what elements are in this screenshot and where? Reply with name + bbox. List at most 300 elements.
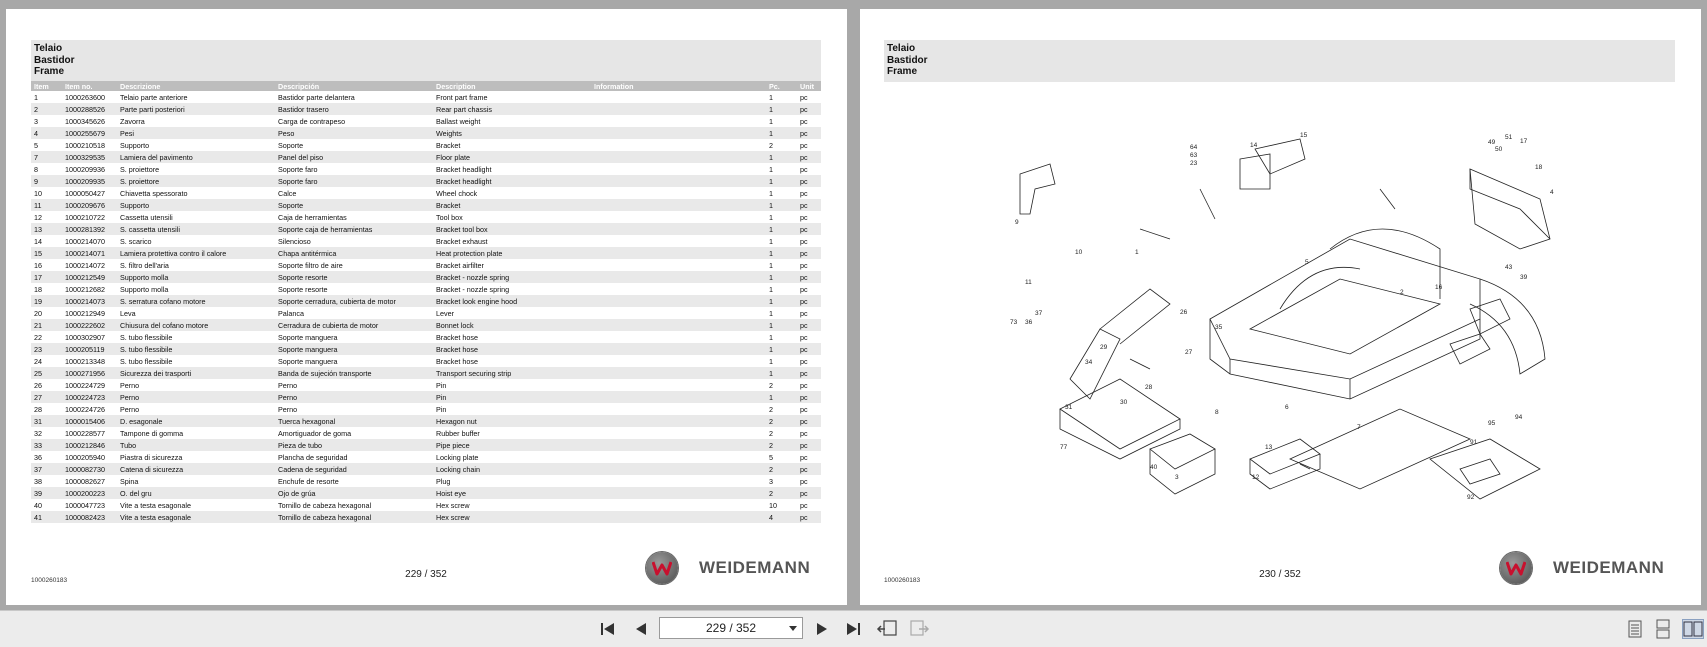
diagram-label: 15 [1300,132,1308,139]
logo-wordmark: WEIDEMANN [699,558,811,577]
cell-descrizione: Supporto molla [120,284,169,294]
cell-item-no: 1000302907 [65,332,105,342]
cell-pc: 1 [769,284,773,294]
cell-unit: pc [797,127,821,139]
cell-item: 28 [34,404,42,414]
cell-item: 32 [34,428,42,438]
diagram-label: 43 [1505,264,1513,271]
diagram-label: 26 [1180,309,1188,316]
cell-unit: pc [800,212,808,222]
next-page-button[interactable] [812,619,832,639]
right-page [860,9,1701,605]
cell-item: 41 [31,511,62,523]
cell-description: Bracket tool box [433,223,591,235]
cell-pc: 1 [766,127,797,139]
cell-item: 18 [34,284,42,294]
cell-item-no: 1000205119 [62,343,117,355]
diagram-label: 77 [1060,444,1068,451]
cell-item-no: 1000263600 [65,92,105,102]
cell-descrizione: Perno [120,404,140,414]
cell-descripcion: Tuerca hexagonal [275,415,433,427]
diagram-label: 64 [1190,144,1198,151]
cell-pc: 1 [766,103,797,115]
cell-pc: 1 [766,247,797,259]
cell-unit: pc [800,116,808,126]
cell-unit: pc [797,319,821,331]
table-row [31,151,821,163]
cell-item-no: 1000224729 [65,380,105,390]
cell-item-no: 1000288526 [62,103,117,115]
title-line-en: Frame [887,66,918,77]
cell-descripcion: Soporte faro [275,175,433,187]
diagram-label: 3 [1175,474,1179,481]
cell-item-no: 1000345626 [65,116,105,126]
diagram-label: 11 [1025,279,1032,286]
cell-descrizione: S. tubo flessibile [117,343,275,355]
cell-item-no: 1000210518 [65,140,105,150]
cell-descripcion: Palanca [278,308,304,318]
cell-item: 12 [34,212,42,222]
cell-pc: 2 [766,439,797,451]
table-row [31,439,821,451]
previous-page-icon [631,619,651,639]
cell-descrizione: S. proiettore [120,164,160,174]
cell-information [591,211,766,223]
logo-wordmark: WEIDEMANN [1553,558,1665,577]
cell-information [591,379,766,391]
cell-item: 39 [31,487,62,499]
cell-unit: pc [800,92,808,102]
cell-description: Pin [436,404,447,414]
diagram-label: 92 [1467,494,1475,501]
cell-unit: pc [797,103,821,115]
diagram-label: 91 [1470,439,1478,446]
cell-description: Hoist eye [433,487,591,499]
cell-item-no: 1000209936 [65,164,105,174]
cell-pc: 2 [769,428,773,438]
diagram-label: 34 [1085,359,1093,366]
cell-information [591,475,766,487]
cell-pc: 1 [766,391,797,403]
cell-information [591,415,766,427]
cell-information [591,307,766,319]
title-line-it: Telaio [887,43,916,54]
table-row [31,391,821,403]
cell-unit: pc [800,500,808,510]
cell-description: Bracket headlight [433,175,591,187]
continuous-view-button[interactable] [1654,619,1674,639]
cell-information [591,271,766,283]
cell-unit: pc [800,284,808,294]
cell-item: 25 [31,367,62,379]
cell-item-no: 1000255679 [62,127,117,139]
diagram-label: 12 [1252,474,1260,481]
table-row [31,199,821,211]
diagram-label: 27 [1185,349,1193,356]
col-descripcion-header: Descripción [275,81,433,91]
cell-descrizione: Chiusura del cofano motore [117,319,275,331]
first-page-button[interactable] [598,619,618,639]
single-page-view-button[interactable] [1626,619,1646,639]
go-forward-button[interactable] [909,619,929,639]
cell-description: Bracket look engine hood [433,295,591,307]
cell-item: 26 [34,380,42,390]
cell-information [591,439,766,451]
cell-descrizione: Catena di sicurezza [117,463,275,475]
cell-description: Hexagon nut [433,415,591,427]
cell-item-no: 1000082423 [62,511,117,523]
cell-item-no: 1000210722 [65,212,105,222]
cell-pc: 1 [766,319,797,331]
cell-pc: 3 [769,476,773,486]
cell-description: Pipe piece [433,439,591,451]
page-header-title [884,40,1675,82]
cell-description: Bracket [436,140,461,150]
cell-descrizione: Perno [117,391,275,403]
cell-descripcion: Soporte caja de herramientas [275,223,433,235]
cell-description: Ballast weight [436,116,481,126]
cell-description: Locking chain [433,463,591,475]
page-number-field[interactable] [659,617,803,639]
cell-item-no: 1000209676 [62,199,117,211]
page-number-value: 229 / 352 [705,621,757,635]
go-back-icon [876,619,898,639]
cell-item: 38 [34,476,42,486]
table-row [31,295,821,307]
title-line-en: Frame [34,66,65,77]
cell-pc: 2 [769,404,773,414]
logo-emblem-icon [646,552,678,584]
continuous-page-icon [1654,619,1672,639]
cell-descripcion: Ojo de grúa [275,487,433,499]
cell-item: 22 [34,332,42,342]
cell-descrizione: Supporto molla [117,271,275,283]
cell-pc: 1 [769,92,773,102]
cell-information [591,187,766,199]
cell-unit: pc [797,271,821,283]
cell-item-no: 1000214070 [65,236,105,246]
cell-description: Pin [436,380,447,390]
cell-item-no: 1000047723 [65,500,105,510]
cell-information [591,247,766,259]
cell-pc: 1 [769,332,773,342]
table-row [31,235,821,247]
cell-information [591,259,766,271]
cell-unit: pc [797,223,821,235]
diagram-label: 31 [1065,404,1073,411]
table-row [31,499,821,511]
cell-item-no: 1000214071 [62,247,117,259]
col-item-header: Item [31,81,62,91]
table-row [31,283,821,295]
cell-descrizione: Parte parti posteriori [117,103,275,115]
cell-item-no: 1000015406 [62,415,117,427]
diagram-label: 30 [1120,399,1128,406]
cell-description: Bracket hose [436,332,478,342]
cell-pc: 1 [769,356,773,366]
table-row [31,271,821,283]
cell-descrizione: Pesi [117,127,275,139]
cell-description: Bracket headlight [436,164,492,174]
cell-unit: pc [800,356,808,366]
diagram-label: 49 [1488,139,1496,146]
weidemann-logo [646,552,826,586]
cell-unit: pc [800,332,808,342]
diagram-label: 2 [1400,289,1404,296]
last-page-icon [843,619,863,639]
diagram-label: 39 [1520,274,1528,281]
cell-unit: pc [797,247,821,259]
table-row [31,463,821,475]
cell-unit: pc [797,295,821,307]
cell-descripcion: Soporte cerradura, cubierta de motor [275,295,433,307]
cell-item: 36 [34,452,42,462]
last-page-button[interactable] [843,619,863,639]
cell-descripcion: Tornillo de cabeza hexagonal [275,511,433,523]
cell-item: 13 [31,223,62,235]
cell-information [591,151,766,163]
cell-descripcion: Caja de herramientas [278,212,347,222]
cell-unit: pc [800,404,808,414]
cell-item: 27 [31,391,62,403]
table-row [31,163,821,175]
cell-item: 9 [31,175,62,187]
cell-description: Bracket exhaust [436,236,488,246]
cell-information [591,499,766,511]
cell-item: 33 [31,439,62,451]
diagram-label: 16 [1435,284,1443,291]
cell-information [591,403,766,415]
cell-descrizione: S. filtro dell'aria [120,260,169,270]
cell-item: 40 [34,500,42,510]
cell-description: Wheel chock [436,188,478,198]
cell-descripcion: Soporte manguera [275,343,433,355]
col-information-header: Information [591,81,766,91]
cell-item-no: 1000224723 [62,391,117,403]
previous-page-button[interactable] [631,619,651,639]
cell-description: Bracket hose [436,356,478,366]
cell-item-no: 1000271956 [62,367,117,379]
col-unit-header: Unit [797,81,821,91]
cell-pc: 2 [766,487,797,499]
col-itemno-header: Item no. [62,81,117,91]
cell-descripcion: Peso [275,127,433,139]
cell-descripcion: Chapa antitérmica [275,247,433,259]
diagram-label: 5 [1305,259,1309,266]
cell-unit: pc [800,188,808,198]
cell-descrizione: Zavorra [120,116,145,126]
cell-descrizione: Tubo [117,439,275,451]
cell-unit: pc [800,308,808,318]
parts-table [31,81,821,523]
cell-information [591,103,766,115]
cell-unit: pc [800,164,808,174]
cell-descrizione: Vite a testa esagonale [117,511,275,523]
cell-descripcion: Silencioso [278,236,311,246]
cell-descripcion: Soporte resorte [278,284,328,294]
cell-pc: 1 [766,223,797,235]
table-row [31,187,821,199]
cell-descrizione: Leva [120,308,136,318]
diagram-label: 10 [1075,249,1083,256]
cell-unit: pc [797,439,821,451]
cell-pc: 1 [766,343,797,355]
cell-information [591,199,766,211]
cell-item-no: 1000222602 [62,319,117,331]
cell-descrizione: Supporto [120,140,150,150]
diagram-label: 1 [1135,249,1139,256]
cell-information [591,391,766,403]
title-line-es: Bastidor [887,54,928,66]
cell-descrizione: Chiavetta spessorato [120,188,188,198]
cell-unit: pc [797,487,821,499]
table-row [31,451,821,463]
cell-pc: 4 [766,511,797,523]
cell-description: Heat protection plate [433,247,591,259]
diagram-label: 95 [1488,420,1496,427]
cell-descripcion: Bastidor trasero [275,103,433,115]
cell-pc: 2 [766,463,797,475]
diagram-label: 13 [1265,444,1273,451]
cell-descrizione: Cassetta utensili [120,212,173,222]
cell-descripcion: Soporte manguera [278,356,338,366]
cell-unit: pc [800,236,808,246]
cell-pc: 10 [769,500,777,510]
cell-unit: pc [797,415,821,427]
chevron-down-icon[interactable] [789,626,797,631]
cell-descrizione: Spina [120,476,139,486]
diagram-label: 63 [1190,152,1198,159]
table-row [31,223,821,235]
cell-pc: 1 [769,116,773,126]
cell-descripcion: Calce [278,188,297,198]
table-row [31,91,821,103]
cell-information [591,331,766,343]
table-row [31,247,821,259]
table-header-row [31,81,821,91]
cell-descripcion: Cerradura de cubierta de motor [275,319,433,331]
cell-description: Bracket airfilter [436,260,484,270]
parts-table-body [31,91,821,523]
cell-information [591,427,766,439]
cell-pc: 1 [766,367,797,379]
cell-descrizione: S. cassetta utensili [117,223,275,235]
cell-unit: pc [797,199,821,211]
cell-information [591,175,766,187]
cell-information [591,163,766,175]
cell-information [591,355,766,367]
go-back-button[interactable] [876,619,896,639]
cell-information [591,115,766,127]
table-row [31,319,821,331]
cell-information [591,487,766,499]
cell-unit: pc [797,151,821,163]
cell-unit: pc [800,452,808,462]
cell-item: 15 [31,247,62,259]
cell-descrizione: Vite a testa esagonale [120,500,191,510]
cell-pc: 5 [769,452,773,462]
first-page-icon [598,619,618,639]
cell-descripcion: Pieza de tubo [275,439,433,451]
cell-descrizione: S. proiettore [117,175,275,187]
cell-unit: pc [797,511,821,523]
page-number: 230 / 352 [1259,569,1301,580]
title-line-it: Telaio [34,43,63,54]
cell-descrizione: Lamiera del pavimento [117,151,275,163]
cell-description: Lever [436,308,454,318]
two-page-view-button[interactable] [1682,619,1704,639]
cell-item-no: 1000082730 [62,463,117,475]
diagram-label: 94 [1515,414,1523,421]
table-row [31,343,821,355]
cell-item-no: 1000281392 [62,223,117,235]
cell-pc: 1 [766,295,797,307]
cell-descripcion: Soporte [275,199,433,211]
two-page-icon [1683,620,1703,638]
cell-descrizione: S. scarico [120,236,152,246]
cell-descripcion: Tornillo de cabeza hexagonal [278,500,372,510]
table-row [31,103,821,115]
col-description-header: Description [433,81,591,91]
cell-item: 24 [34,356,42,366]
cell-descrizione: Supporto [117,199,275,211]
diagram-label: 9 [1015,219,1019,226]
cell-descrizione: S. serratura cofano motore [117,295,275,307]
cell-item: 31 [31,415,62,427]
diagram-label: 14 [1250,142,1258,149]
cell-item: 2 [31,103,62,115]
cell-information [591,283,766,295]
table-row [31,115,821,127]
cell-information [591,343,766,355]
go-forward-icon [909,619,931,639]
cell-descripcion: Soporte [278,140,304,150]
diagram-label: 37 [1035,310,1043,317]
table-row [31,415,821,427]
cell-item: 17 [31,271,62,283]
cell-descrizione: S. tubo flessibile [120,332,173,342]
cell-pc: 1 [769,188,773,198]
cell-unit: pc [800,428,808,438]
cell-item: 19 [31,295,62,307]
cell-description: Transport securing strip [433,367,591,379]
table-row [31,355,821,367]
cell-descripcion: Amortiguador de goma [278,428,352,438]
cell-item: 21 [31,319,62,331]
cell-descrizione: Tampone di gomma [120,428,184,438]
diagram-label: 35 [1215,324,1223,331]
diagram-label: 51 [1505,134,1513,141]
cell-item: 37 [31,463,62,475]
diagram-label: 73 [1010,319,1018,326]
cell-item-no: 1000209935 [62,175,117,187]
cell-descripcion: Soporte filtro de aire [278,260,343,270]
cell-descripcion: Perno [275,391,433,403]
cell-item-no: 1000329535 [62,151,117,163]
cell-item-no: 1000212682 [65,284,105,294]
cell-unit: pc [797,391,821,403]
cell-pc: 1 [769,260,773,270]
cell-pc: 1 [769,308,773,318]
cell-item-no: 1000214072 [65,260,105,270]
cell-information [591,295,766,307]
cell-pc: 1 [766,199,797,211]
table-row [31,211,821,223]
cell-descripcion: Bastidor parte delantera [278,92,355,102]
cell-description: Hex screw [433,511,591,523]
table-row [31,487,821,499]
logo-emblem-icon [1500,552,1532,584]
